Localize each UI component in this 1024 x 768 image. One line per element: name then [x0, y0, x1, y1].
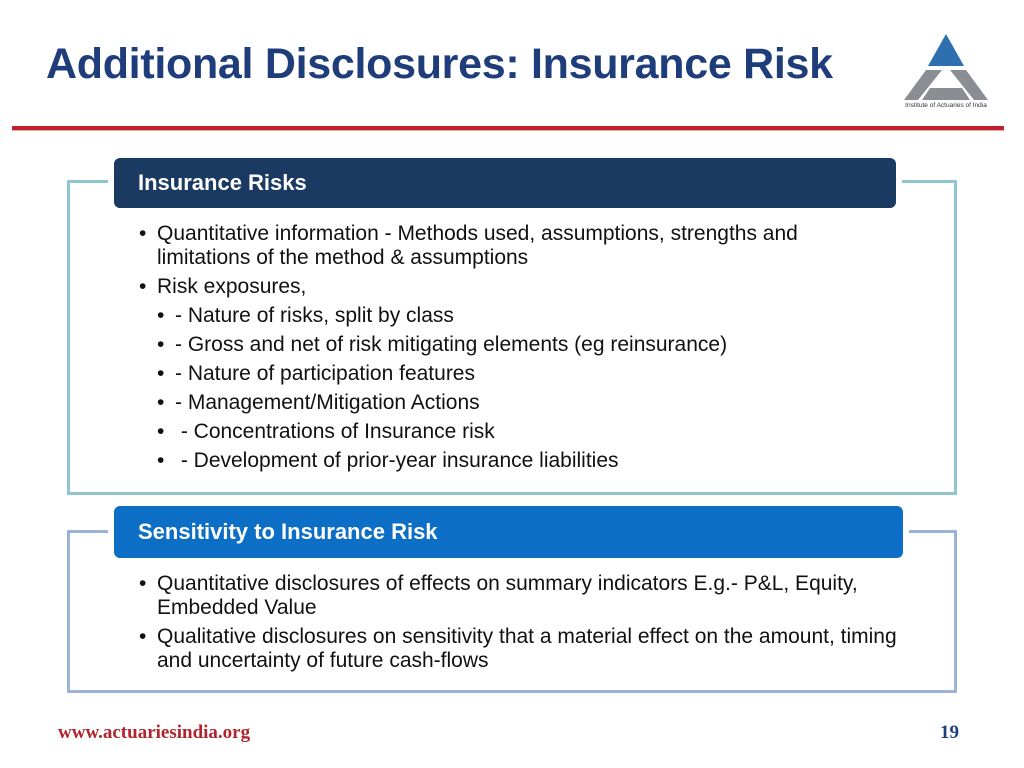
list-item: • Qualitative disclosures on sensitivity that a material effect on the amount, timing and uncertainty of future cash-flows: [157, 625, 897, 673]
insurance-risks-list: [157, 222, 877, 478]
logo-caption: Institute of Actuaries of India: [905, 102, 987, 109]
list-item: • - Management/Mitigation Actions: [175, 391, 877, 415]
insurance-risks-header-label: Insurance Risks: [138, 170, 307, 195]
slide-title: Additional Disclosures: Insurance Risk: [46, 40, 833, 88]
footer-website-link[interactable]: www.actuariesindia.org: [58, 722, 251, 743]
list-item: • - Concentrations of Insurance risk: [175, 420, 877, 444]
list-item: • - Gross and net of risk mitigating elements (eg reinsurance): [175, 333, 877, 357]
list-item: • Risk exposures,: [157, 275, 877, 299]
actuaries-triangle-logo-icon: [898, 32, 994, 102]
list-item: • Quantitative information - Methods used, assumptions, strengths and limitations of the method & assumptions: [157, 222, 877, 270]
sensitivity-list: [157, 572, 897, 678]
page-number: 19: [940, 722, 959, 743]
list-item: • Quantitative disclosures of effects on summary indicators E.g.- P&L, Equity, Embedded Value: [157, 572, 897, 620]
sensitivity-header-label: Sensitivity to Insurance Risk: [138, 519, 438, 544]
sensitivity-header: [114, 506, 903, 558]
list-item: • - Nature of risks, split by class: [175, 304, 877, 328]
insurance-risks-header: [114, 158, 896, 208]
list-item: • - Nature of participation features: [175, 362, 877, 386]
title-divider: [12, 126, 1004, 130]
list-item: • - Development of prior-year insurance liabilities: [175, 449, 877, 473]
institute-logo: [898, 32, 994, 114]
